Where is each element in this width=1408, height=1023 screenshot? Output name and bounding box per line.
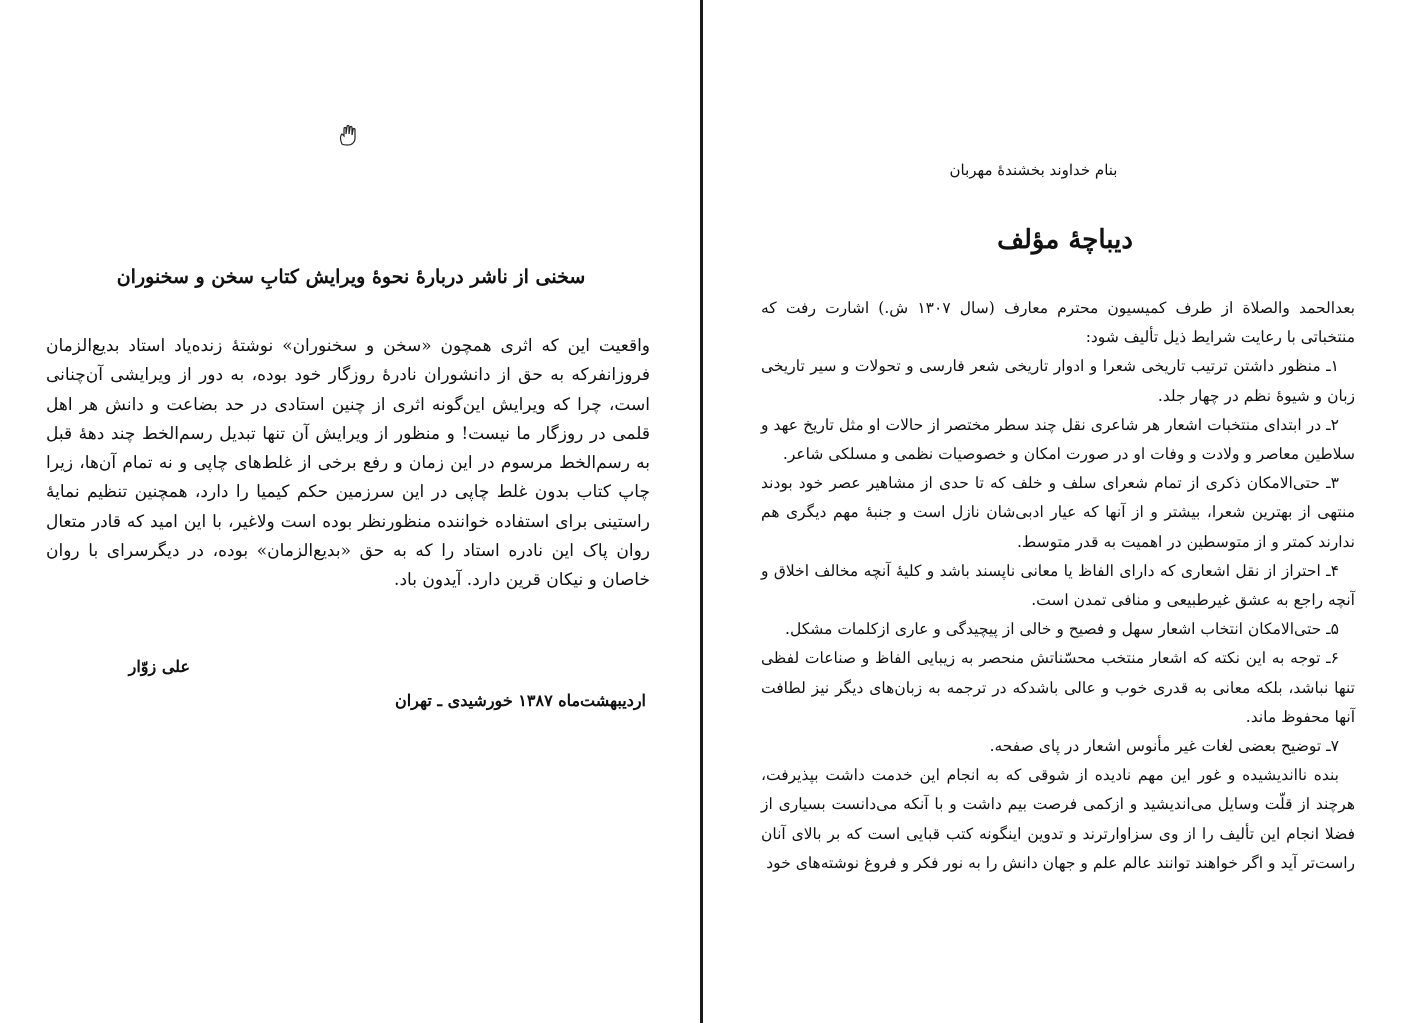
preface-item-5: ۵ـ حتی‌الامکان انتخاب اشعار سهل و فصیح و خالی از پیچیدگی و عاری ازکلمات مشکل. (785, 620, 1339, 639)
preface-item-2: ۲ـ در ابتدای منتخبات اشعار هر شاعری نقل چند سطر مختصر از حالات او مثل تاریخ عهد و سلاطین معاصر و ولادت و وفات او در صورت امکان و خصوصیات نظمی و مسلکی شاعر. (761, 415, 1355, 464)
preface-paragraph-closing: بنده نااندیشیده و غور این مهم نادیده از شوقی که به انجام این خدمت داشت بپذیرفت، هرچند از قلّت وسایل می‌اندیشید و ازکمی فرصت بیم داشت و با آنکه می‌دانست بسیاری از فضلا انجام این تألیف را از وی سزاوارترند و تدوین اینگونه کتب قبایی است که بر بالای آنان راست‌تر آید و اگر خواهند توانند عالم علم و جهان دانش را به نور فکر و فروغ نوشته‌های خود (761, 766, 1355, 872)
basmala-heading: بنام خداوند بخشندهٔ مهربان (949, 161, 1118, 179)
publisher-signature: علی زوّار (128, 657, 190, 676)
preface-item-4: ۴ـ احتراز از نقل اشعاری که دارای الفاظ یا معانی ناپسند باشد و کلیهٔ آنچه مخالف اخلاق و آنچه راجع به عشق غیرطبیعی و منافی تمدن است. (761, 561, 1355, 610)
publisher-note-title: سخنی از ناشر دربارهٔ نحوهٔ ویرایش کتابِ سخن و سخنوران (116, 266, 586, 288)
left-page (0, 0, 700, 1023)
preface-item-3: ۳ـ حتی‌الامکان ذکری از تمام شعرای سلف و خلف که تا حدی از مشاهیر عصر خود بودند منتهی از بهترین شعرا، بیشتر و از آنها که عیار ادبی‌شان نازل است و جنبهٔ مهم دیگری هم ندارند کمتر و از متوسطین در اهمیت به قدر متوسط. (761, 474, 1355, 551)
hand-ornament-icon (336, 124, 364, 148)
publisher-note-body (46, 332, 650, 596)
preface-item-7: ۷ـ توضیح بعضی لغات غیر مأنوس اشعار در پای صفحه. (989, 737, 1339, 756)
author-preface-body (761, 294, 1355, 878)
publisher-note-paragraph: واقعیت این که اثری همچون «سخن و سخنوران» نوشتهٔ زنده‌یاد استاد بدیع‌الزمان فروزانفرکه به حق از دانشوران نادرهٔ روزگار خود بوده، به دور از ویرایشی آن‌چنانی است، چرا که ویرایش این‌گونه اثری از چنین استادی در حد بضاعت و دانش هر اهل قلمی در روزگار ما نیست! و منظور از ویرایش آن تنها تبدیل رسم‌الخط چند دههٔ قبل به رسم‌الخط مرسوم در این زمان و رفع برخی از غلط‌های چاپی و نه تمام آن‌ها، زیرا چاپ کتاب بدون غلط چاپی در این سرزمین حکم کیمیا را دارد، همچنین تنظیم نمایهٔ راستینی برای استفاده خواننده منظورنظر بوده است ولاغیر، با این امید که قادر متعال روان پاک این نادره استاد را که به حق «بدیع‌الزمان» بوده، در دیگرسرای با روان خاصان و نیکان قرین دارد. آیدون باد. (46, 336, 650, 591)
author-preface-title: دیباچهٔ مؤلف (997, 225, 1133, 255)
publisher-note-date: اردیبهشت‌ماه ۱۳۸۷ خورشیدی ـ تهران (394, 691, 646, 710)
preface-item-1: ۱ـ منظور داشتن ترتیب تاریخی شعرا و ادوار تاریخی شعر فارسی و تحولات و سیر تاریخی زبان و شیوهٔ نظم در چهار جلد. (761, 357, 1355, 405)
right-page (706, 0, 1408, 1023)
preface-paragraph-intro: بعدالحمد والصلاة از طرف کمیسیون محترم معارف (سال ۱۳۰۷ ش.) اشارت رفت که منتخباتی با رعایت شرایط ذیل تألیف شود: (761, 299, 1356, 347)
preface-item-6: ۶ـ توجه به این نکته که اشعار منتخب محسّناتش منحصر به زیبایی الفاظ و صناعات لفظی تنها نباشد، بلکه معانی به قدری خوب و عالی باشدکه در ترجمه به زبان‌های دیگر نیز لطافت آنها محفوظ ماند. (761, 649, 1355, 726)
book-spine-divider (700, 0, 703, 1023)
